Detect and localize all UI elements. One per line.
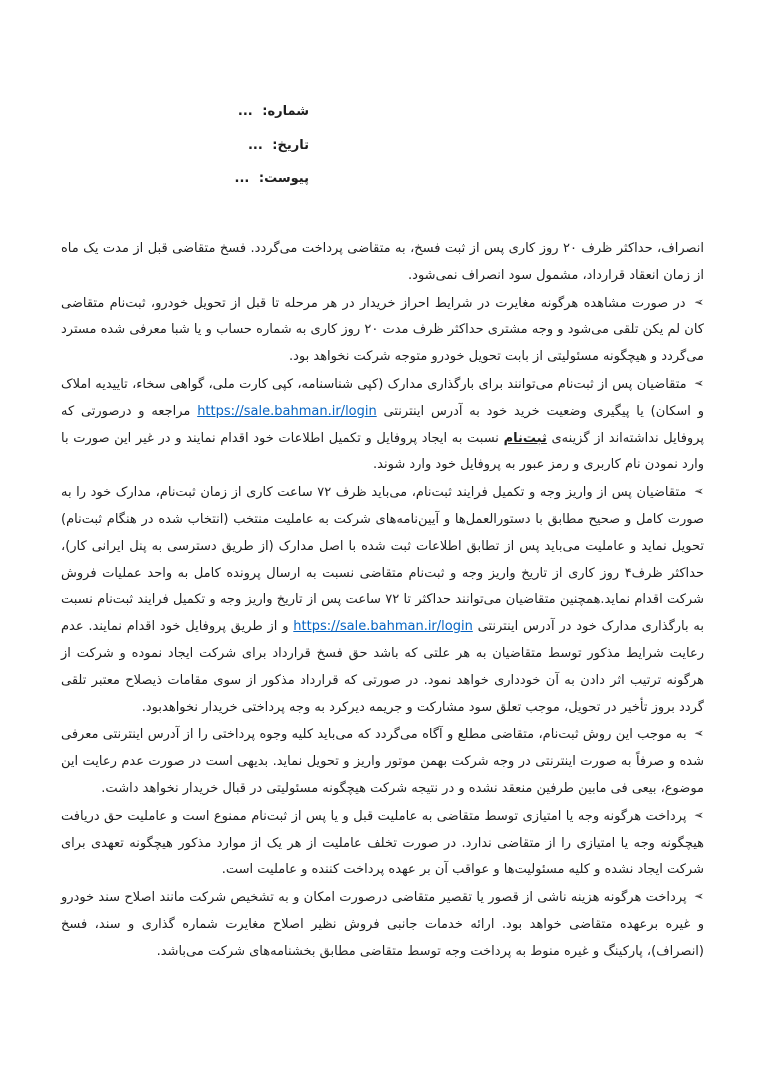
bullet-arrow-icon: ➢ [693,375,704,390]
number-value: ... [237,104,253,119]
bullet-arrow-icon: ➢ [693,807,704,822]
text-run: مراجعه و درصورتی که پروفایل نداشته‌اند از گزینه‌ی [61,403,704,446]
paragraph [61,479,704,721]
letterhead-field-number [235,95,309,129]
sale-portal-link[interactable]: https://sale.bahman.ir/login [197,403,377,419]
text-run: انصراف، حداکثر ظرف ۲۰ روز کاری پس از ثبت فسخ، به متقاضی پرداخت می‌گردد. فسخ متقاضی قبل از مدت یک ماه از زمان انعقاد قرارداد، مشمول سود انصراف نمی‌شود. [61,241,705,283]
text-run: در صورت مشاهده هرگونه مغایرت در شرایط احراز خریدار در هر مرحله تا قبل از تحویل خودرو، ثبت‌نام متقاضی کان لم یکن تلقی می‌شود و وجه مشتری حداکثر ظرف مدت ۲۰ روز کاری به شماره حساب و یا شبا معرفی شده مسترد می‌گردد و هیچگونه مسئولیتی از بابت تحویل خودرو متوجه شرکت نخواهد بود. [61,295,704,365]
text-run: به موجب این روش ثبت‌نام، متقاضی مطلع و آگاه می‌گردد که می‌باید کلیه وجوه پرداختی را از آدرس اینترنتی معرفی شده و صرفاً به صورت اینترنتی در وجه شرکت بهمن موتور واریز و تحویل نماید. بدیهی است در صورت عدم رعایت این موضوع، بیعی فی مابین طرفین منعقد نشده و در نتیجه شرکت هیچگونه مسئولیتی در قبال خریدار نخواهد داشت. [61,727,704,796]
bullet-arrow-icon: ➢ [693,484,704,499]
register-option-emphasis: ثبت‌نام [503,430,547,446]
letterhead-field-attachment [235,162,309,196]
bullet-arrow-icon: ➢ [693,294,704,309]
paragraph [61,371,704,479]
attachment-value: ... [234,171,250,186]
text-run: و از طریق پروفایل خود اقدام نمایند. عدم رعایت شرایط مذکور توسط متقاضیان به هر علتی که باشد حق فسخ قرارداد برای شرکت ایجاد نموده و شرکت از هرگونه ترتیب اثر دادن به آن خودداری خواهد نمود. در صورتی که قرارداد مذکور از سوی مقامات ذیصلاح معتبر تلقی گردد بروز تأخیر در تحویل، موجب تعلق سود مشارکت و جریمه دیرکرد به وجه پرداختی خریدار نخواهدبود. [61,619,704,715]
paragraph [61,236,704,290]
bullet-arrow-icon: ➢ [693,726,704,741]
letterhead [235,95,309,196]
paragraph [61,884,704,965]
text-run: نسبت به ایجاد پروفایل و تکمیل اطلاعات خود اقدام نمایند و در غیر این صورت با وارد نمودن نام کاربری و رمز عبور به پروفایل خود وارد شوند. [61,430,704,473]
sale-portal-link[interactable]: https://sale.bahman.ir/login [293,619,473,635]
document-body [61,236,704,966]
paragraph [61,721,704,802]
date-label: تاریخ: [272,137,309,153]
text-run: پرداخت هرگونه هزینه ناشی از قصور یا تقصیر متقاضی درصورت امکان و به تشخیص شرکت مانند اصلاح سند خودرو و غیره برعهده متقاضی خواهد بود. ارائه خدمات جانبی فروش نظیر اصلاح مغایرت شماره گذاری و سند، فسخ (انصراف)، پارکینگ و غیره منوط به پرداخت وجه توسط متقاضی مطابق بخشنامه‌های شرکت می‌باشد. [61,890,704,959]
paragraph [61,290,704,371]
number-label: شماره: [262,104,309,119]
text-run: متقاضیان پس از ثبت‌نام می‌توانند برای بارگذاری مدارک (کپی شناسنامه، کپی کارت ملی، گواهی سخاء، تاییدیه املاک و اسکان) یا پیگیری وضعیت خرید خود به آدرس اینترنتی [61,376,704,419]
attachment-label: پیوست: [258,171,309,186]
text-run: پرداخت هرگونه وجه یا امتیازی توسط متقاضی به عاملیت قبل و یا پس از ثبت‌نام ممنوع است و عاملیت حق دریافت هیچگونه وجه یا امتیازی را از متقاضی ندارد. در صورت تخلف عاملیت از هر یک از موارد مذکور هیچگونه تعهدی برای شرکت ایجاد نشده و کلیه مسئولیت‌ها و عواقب آن بر عهده پرداخت کننده و عاملیت است. [61,808,704,878]
paragraph [61,803,704,884]
date-value: ... [247,137,263,153]
letterhead-field-date [235,129,309,163]
bullet-arrow-icon: ➢ [693,889,704,904]
text-run: متقاضیان پس از واریز وجه و تکمیل فرایند ثبت‌نام، می‌باید ظرف ۷۲ ساعت کاری از زمان ثبت‌نام، مدارک خود را به صورت کامل و صحیح مطابق با دستورالعمل‌ها و آیین‌نامه‌های شرکت به عاملیت منتخب (انتخاب شده در هنگام ثبت‌نام) تحویل نماید و عاملیت می‌باید پس از تطابق اطلاعات ثبت شده با اصل مدارک (از طریق دسترسی به پنل ایرانی کار)، حداکثر ظرف۴ روز کاری از تاریخ واریز وجه و ثبت‌نام متقاضی نسبت به ارسال پرونده کامل به واحد عملیات فروش شرکت اقدام نماید.همچنین متقاضیان می‌توانند حداکثر تا ۷۲ ساعت پس از تاریخ واریز وجه و تکمیل فرایند ثبت‌نام نسبت به بارگذاری مدارک خود در آدرس اینترنتی [61,485,704,635]
